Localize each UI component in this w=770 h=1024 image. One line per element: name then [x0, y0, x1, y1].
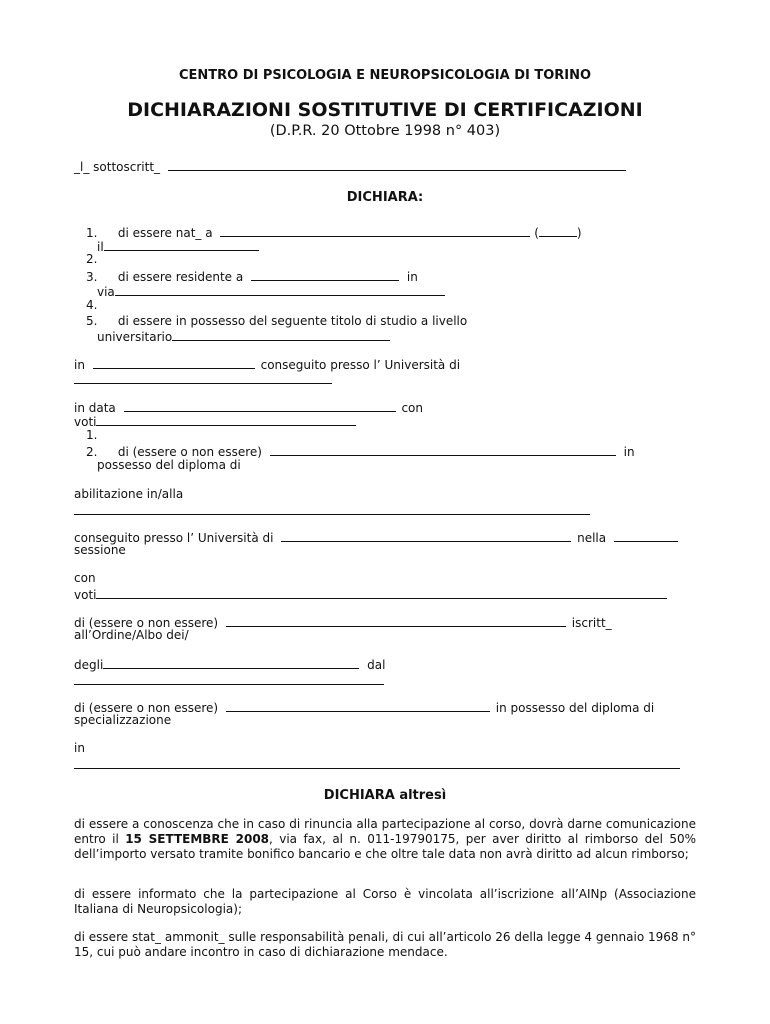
item-number: 2.: [86, 445, 98, 459]
altresi-heading: DICHIARA altresì: [323, 788, 447, 803]
item-5-text: di essere in possesso del seguente titolo di studio a livello: [117, 314, 468, 328]
grade-field[interactable]: [96, 413, 356, 426]
responsabilita-paragraph: di essere stat_ ammonit_ sulle responsabilità penali, di cui all’articolo 26 della legge 4 gennaio 1968 n° 15, cui può andare incontro in caso di dichiarazione mendace.: [74, 930, 696, 959]
deadline-date: 15 SETTEMBRE 2008: [125, 832, 270, 846]
albo-date-field[interactable]: [74, 684, 384, 685]
university-place-line: [74, 356, 460, 373]
in-data-label: in data: [74, 401, 116, 415]
province-field[interactable]: [539, 224, 577, 237]
dal-label: dal: [367, 658, 386, 672]
center-name: CENTRO DI PSICOLOGIA E NEUROPSICOLOGIA DI TORINO: [178, 68, 592, 83]
birthdate-line: [97, 238, 259, 255]
item-number: 4.: [86, 298, 98, 312]
paren-open: (: [534, 226, 539, 240]
essere-label: di (essere o non essere): [74, 616, 219, 630]
rinuncia-text-a: di essere a conoscenza che in caso di rinuncia alla partecipazione al corso, dovrà darne comunicazione entro il: [74, 817, 696, 846]
universitario-label: universitario: [97, 330, 173, 344]
item-4: [86, 298, 114, 313]
specializzazione-field[interactable]: [74, 768, 680, 769]
signer-line: [74, 158, 626, 175]
birthdate-field[interactable]: [104, 238, 259, 251]
degli-line: [74, 656, 385, 673]
dichiara-heading: DICHIARA:: [346, 190, 424, 205]
specializzazione-label: specializzazione: [74, 713, 172, 727]
il-label: il: [97, 240, 104, 254]
sub-item-1: [86, 428, 114, 443]
degli-label: degli: [74, 658, 104, 672]
iscritt-label: iscritt_: [571, 616, 612, 630]
session-field[interactable]: [614, 529, 678, 542]
sessione-label: sessione: [74, 543, 126, 557]
diploma-status-field[interactable]: [270, 443, 616, 456]
abilitazione-university-line: [74, 529, 678, 546]
grade-line: [74, 413, 356, 430]
item-1-text: di essere nat_ a: [117, 226, 213, 240]
item-number: 5.: [86, 314, 98, 328]
sub-item-2-text: di (essere o non essere): [117, 445, 262, 459]
ordine-status-field[interactable]: [226, 614, 566, 627]
albo-region-field[interactable]: [103, 656, 359, 669]
item-5: [86, 314, 467, 329]
graduation-date-field[interactable]: [124, 399, 396, 412]
abilitazione-grade-line: [74, 586, 667, 603]
con-label: con: [74, 571, 96, 585]
diploma-line: possesso del diploma di: [97, 458, 241, 472]
university-line: [97, 328, 390, 345]
in-label: in: [406, 270, 418, 284]
birthplace-field[interactable]: [220, 224, 530, 237]
in-label: in: [74, 741, 85, 755]
item-number: 1.: [86, 428, 98, 442]
conseguito-label: conseguito presso l’ Università di: [74, 531, 274, 545]
abilitazione-grade-field[interactable]: [96, 586, 667, 599]
address-field[interactable]: [115, 283, 445, 296]
address-line: [97, 283, 445, 300]
con-label: con: [401, 401, 423, 415]
via-label: via: [97, 285, 115, 299]
conseguito-label: conseguito presso l’ Università di: [260, 358, 461, 372]
specializzazione-status-field[interactable]: [226, 699, 490, 712]
ainp-paragraph: di essere informato che la partecipazione al Corso è vincolata all’iscrizione all’AINp (Associazione Italiana di Neuropsicologia);: [74, 887, 696, 916]
in-label: in: [623, 445, 635, 459]
university-name-field[interactable]: [74, 383, 332, 384]
document-subtitle: (D.P.R. 20 Ottobre 1998 n° 403): [269, 123, 501, 139]
item-3-text: di essere residente a: [117, 270, 244, 284]
paren-close: ): [576, 226, 582, 240]
nella-label: nella: [577, 531, 607, 545]
item-2: [86, 252, 114, 267]
document-title: DICHIARAZIONI SOSTITUTIVE DI CERTIFICAZIONI: [127, 99, 643, 121]
in-label: in: [74, 358, 85, 372]
possesso-label: in possesso del diploma di: [495, 701, 655, 715]
rinuncia-text-b: , via fax, al n. 011-19790175, per aver diritto al rimborso del 50% dell’importo versato tramite bonifico bancario e che oltre tale data non avrà diritto ad alcun rimborso;: [74, 832, 696, 861]
essere-label: di (essere o non essere): [74, 701, 219, 715]
rinuncia-paragraph: [74, 817, 696, 862]
signer-label: _l_ sottoscritt_: [74, 160, 161, 174]
degree-field[interactable]: [172, 328, 390, 341]
signer-name-field[interactable]: [168, 158, 626, 171]
residence-city-field[interactable]: [251, 268, 399, 281]
abilitazione-field[interactable]: [74, 514, 590, 515]
abilitazione-university-field[interactable]: [281, 529, 571, 542]
voti-label: voti: [74, 588, 97, 602]
albo-label: all’Ordine/Albo dei/: [74, 628, 189, 642]
item-number: 3.: [86, 270, 98, 284]
degree-subject-field[interactable]: [93, 356, 255, 369]
item-number: 2.: [86, 252, 98, 266]
abilitazione-label: abilitazione in/alla: [74, 487, 184, 501]
item-number: 1.: [86, 226, 98, 240]
voti-label: voti: [74, 415, 97, 429]
